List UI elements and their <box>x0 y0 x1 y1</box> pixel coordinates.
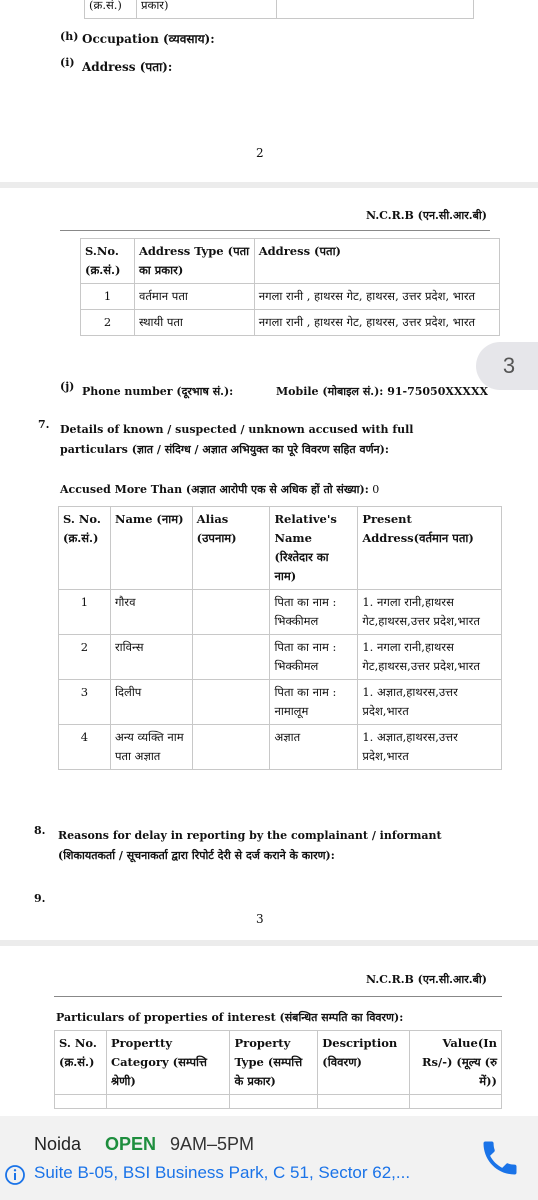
properties-title: Particulars of properties of interest (संबन्धित सम्पति का विवरण): <box>56 1011 404 1024</box>
table-row <box>59 680 502 725</box>
accused-table-header: Relative's Name (रिश्तेदार का नाम) <box>270 507 358 590</box>
accused-table-header: S. No. (क्र.सं.) <box>59 507 111 590</box>
table-cell: नगला रानी , हाथरस गेट, हाथरस, उत्तर प्रदेश, भारत <box>254 310 499 336</box>
section-7-title: Details of known / suspected / unknown accused with full particulars (ज्ञात / संदिग्ध / अज्ञात अभियुक्त का पूरे विवरण सहित वर्णन): <box>60 423 414 456</box>
property-table-header: Propertty Category (सम्पत्ति श्रेणी) <box>106 1031 230 1095</box>
occupation-label: Occupation (व्यवसाय): <box>82 32 215 46</box>
document-page-2 <box>0 0 538 182</box>
table-cell: वर्तमान पता <box>134 284 254 310</box>
address-table <box>80 238 500 336</box>
info-icon <box>4 1164 26 1186</box>
table-cell: 1. अज्ञात,हाथरस,उत्तर प्रदेश,भारत <box>358 680 502 725</box>
accused-more-than: Accused More Than (अज्ञात आरोपी एक से अधिक हों तो संख्या): 0 <box>60 483 380 496</box>
accused-table <box>58 506 502 770</box>
table-cell <box>192 680 270 725</box>
table-cell: पिता का नाम : नामालूम <box>270 680 358 725</box>
top-table-cell <box>276 0 473 19</box>
place-banner[interactable] <box>0 1116 538 1200</box>
table-row <box>59 590 502 635</box>
address-table-header: S.No. (क्र.सं.) <box>81 239 135 284</box>
table-row <box>55 1095 502 1109</box>
table-row <box>81 284 500 310</box>
open-status: OPEN <box>105 1134 157 1154</box>
table-cell: दिलीप <box>110 680 192 725</box>
accused-table-header: Alias (उपनाम) <box>192 507 270 590</box>
property-table-header: Property Type (सम्पत्ति के प्रकार) <box>230 1031 318 1095</box>
section-8-title: Reasons for delay in reporting by the complainant / informant (शिकायतकर्ता / सूचनाकर्ता द्वारा रिपोर्ट देरी से दर्ज कराने के कारण): <box>58 829 442 862</box>
table-cell: 2 <box>81 310 135 336</box>
table-cell <box>192 725 270 770</box>
address-table-header: Address Type (पता का प्रकार) <box>134 239 254 284</box>
accused-table-header: Name (नाम) <box>110 507 192 590</box>
item-j-label: (j) <box>60 380 75 393</box>
ncrb-header: N.C.R.B (एन.सी.आर.बी) <box>366 209 487 222</box>
top-table-cell: प्रकार) <box>136 0 276 19</box>
table-cell: नगला रानी , हाथरस गेट, हाथरस, उत्तर प्रदेश, भारत <box>254 284 499 310</box>
address-label: Address (पता): <box>82 60 173 74</box>
table-cell: राविन्स <box>110 635 192 680</box>
phone-icon[interactable] <box>478 1136 522 1180</box>
table-cell: गौरव <box>110 590 192 635</box>
property-table-header: Value(In Rs/-) (मूल्य (रु में)) <box>410 1031 502 1095</box>
table-row <box>81 310 500 336</box>
accused-table-header: Present Address(वर्तमान पता) <box>358 507 502 590</box>
table-cell <box>192 590 270 635</box>
table-cell: 3 <box>59 680 111 725</box>
table-cell: 2 <box>59 635 111 680</box>
address-table-header: Address (पता) <box>254 239 499 284</box>
section-7-number: 7. <box>38 418 50 431</box>
table-cell: 1 <box>59 590 111 635</box>
property-table-header: Description (विवरण) <box>318 1031 410 1095</box>
table-cell: स्थायी पता <box>134 310 254 336</box>
section-9-number: 9. <box>34 892 46 905</box>
accused-more-value: 0 <box>372 483 380 496</box>
page-number: 2 <box>256 146 264 160</box>
table-cell: 4 <box>59 725 111 770</box>
table-row <box>59 635 502 680</box>
property-table-header: S. No. (क्र.सं.) <box>55 1031 107 1095</box>
ncrb-header: N.C.R.B (एन.सी.आर.बी) <box>366 973 487 986</box>
item-h-label: (h) <box>60 30 79 43</box>
table-cell: 1 <box>81 284 135 310</box>
table-cell: अन्य व्यक्ति नाम पता अज्ञात <box>110 725 192 770</box>
document-page-3 <box>0 188 538 940</box>
table-cell <box>55 1095 107 1109</box>
page-indicator-badge[interactable]: 3 <box>476 342 538 390</box>
table-cell <box>106 1095 230 1109</box>
opening-hours: 9AM–5PM <box>170 1134 255 1154</box>
item-i-label: (i) <box>60 56 75 69</box>
table-cell <box>192 635 270 680</box>
header-rule <box>60 230 490 231</box>
section-8-number: 8. <box>34 824 46 837</box>
page-number: 3 <box>256 912 264 926</box>
table-cell: 1. नगला रानी,हाथरस गेट,हाथरस,उत्तर प्रदेश,भारत <box>358 590 502 635</box>
table-cell: 1. नगला रानी,हाथरस गेट,हाथरस,उत्तर प्रदेश,भारत <box>358 635 502 680</box>
table-cell: पिता का नाम : भिक्कीमल <box>270 590 358 635</box>
phone-number-label: Phone number (दूरभाष सं.): <box>82 385 234 398</box>
mobile-number: Mobile (मोबाइल सं.): 91-75050XXXXX <box>276 385 489 398</box>
table-row <box>59 725 502 770</box>
table-cell <box>410 1095 502 1109</box>
top-table-fragment <box>84 0 474 19</box>
table-cell: पिता का नाम : भिक्कीमल <box>270 635 358 680</box>
table-cell: अज्ञात <box>270 725 358 770</box>
table-cell <box>230 1095 318 1109</box>
banner-city: Noida <box>34 1134 82 1154</box>
header-rule <box>54 996 502 997</box>
top-table-cell: (क्र.सं.) <box>85 0 137 19</box>
table-cell <box>318 1095 410 1109</box>
banner-address-link[interactable]: Suite B-05, BSI Business Park, C 51, Sector 62,... <box>34 1163 411 1182</box>
property-table <box>54 1030 502 1109</box>
table-cell: 1. अज्ञात,हाथरस,उत्तर प्रदेश,भारत <box>358 725 502 770</box>
